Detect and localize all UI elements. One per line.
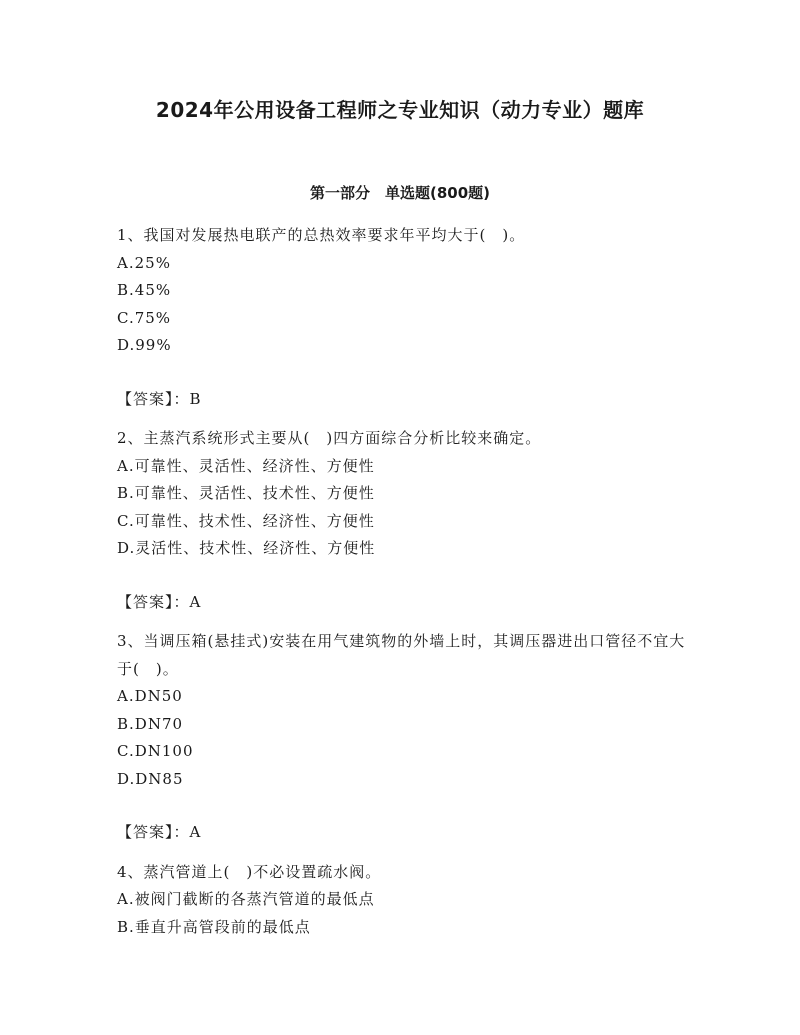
answer-value: A bbox=[189, 823, 202, 841]
question-stem: 3、当调压箱(悬挂式)安装在用气建筑物的外墙上时，其调压器进出口管径不宜大于( )。 bbox=[117, 632, 686, 678]
option-a: A.可靠性、灵活性、经济性、方便性 bbox=[117, 456, 375, 475]
option-d: D.灵活性、技术性、经济性、方便性 bbox=[117, 539, 376, 557]
question-stem: 2、主蒸汽系统形式主要从( )四方面综合分析比较来确定。 bbox=[117, 429, 542, 447]
option-a: A.25% bbox=[117, 253, 171, 272]
option-b: B.垂直升高管段前的最低点 bbox=[117, 917, 311, 936]
question-1 bbox=[117, 222, 687, 413]
option-b: B.DN70 bbox=[117, 714, 184, 733]
question-4 bbox=[117, 859, 687, 942]
option-c: C.可靠性、技术性、经济性、方便性 bbox=[117, 511, 375, 530]
question-stem: 1、我国对发展热电联产的总热效率要求年平均大于( )。 bbox=[117, 226, 526, 244]
answer-label: 【答案】： bbox=[117, 592, 190, 611]
question-3 bbox=[117, 628, 687, 847]
section-heading: 第一部分 单选题(800题) bbox=[309, 184, 491, 202]
option-a: A.被阀门截断的各蒸汽管道的最低点 bbox=[117, 890, 375, 908]
option-c: C.75% bbox=[117, 308, 172, 327]
option-b: B.可靠性、灵活性、技术性、方便性 bbox=[117, 484, 375, 502]
option-b: B.45% bbox=[117, 281, 172, 299]
answer-label: 【答案】： bbox=[117, 389, 190, 408]
option-d: D.99% bbox=[117, 336, 172, 354]
question-stem: 4、蒸汽管道上( )不必设置疏水阀。 bbox=[117, 862, 382, 881]
answer-line bbox=[117, 386, 687, 414]
option-c: C.DN100 bbox=[117, 742, 194, 760]
answer-label: 【答案】： bbox=[117, 823, 190, 841]
answer-value: B bbox=[189, 389, 202, 408]
document-title: 2024年公用设备工程师之专业知识（动力专业）题库 bbox=[155, 98, 645, 122]
answer-value: A bbox=[189, 592, 202, 611]
option-a: A.DN50 bbox=[117, 687, 183, 705]
option-d: D.DN85 bbox=[117, 769, 184, 788]
answer-line bbox=[117, 819, 687, 847]
question-2 bbox=[117, 425, 687, 616]
question-list bbox=[117, 222, 687, 941]
answer-line bbox=[117, 589, 687, 617]
